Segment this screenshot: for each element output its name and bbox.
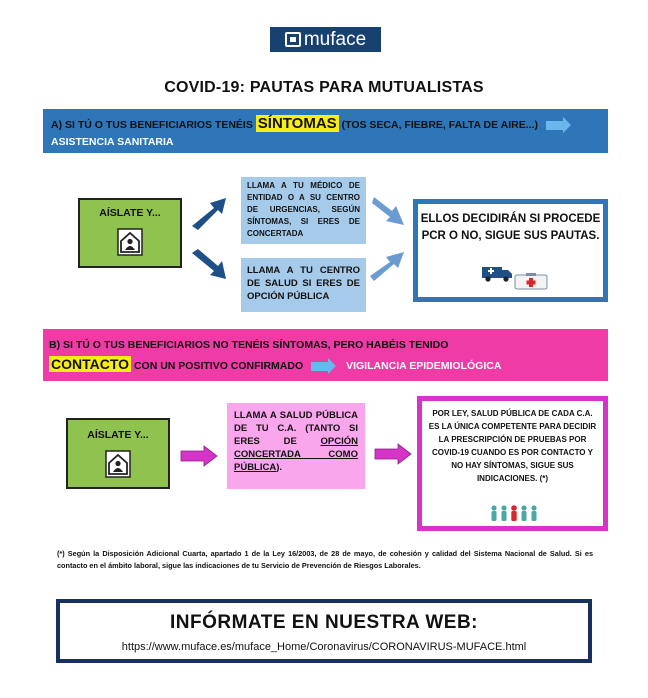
page-title: COVID-19: PAUTAS PARA MUTUALISTAS <box>164 79 484 96</box>
call-public-health-box <box>227 403 365 489</box>
footnote: (*) Según la Disposición Adicional Cuarta, apartado 1 de la Ley 16/2003, de 28 de mayo, de cohesión y calidad del Sistema Nacional de Salud. Si es contacto en el ámbito laboral, sigue las indicaciones de tu Servicio de Prevención de Riesgos Laborales. <box>57 549 593 570</box>
muface-logo-mark-icon <box>285 32 301 47</box>
section-b-result-box <box>417 396 608 531</box>
call-end-text: ). <box>276 462 283 473</box>
people-group-icon <box>490 504 538 522</box>
web-heading: INFÓRMATE EN NUESTRA WEB: <box>169 612 479 633</box>
arrow-icon <box>370 195 408 229</box>
arrow-icon <box>368 248 408 282</box>
section-b-line1: B) SI TÚ O TUS BENEFICIARIOS NO TENÉIS SÍNTOMAS, PERO HABÉIS TENIDO <box>49 339 449 351</box>
section-b-suffix: CON UN POSITIVO CONFIRMADO <box>133 360 304 372</box>
section-b-isolate-box <box>66 418 170 489</box>
house-icon <box>117 228 143 256</box>
section-a-isolate-box <box>78 198 182 268</box>
section-b-target: VIGILANCIA EPIDEMIOLÓGICA <box>346 360 502 372</box>
arrow-icon <box>190 196 230 232</box>
section-a-suffix: (TOS SECA, FIEBRE, FALTA DE AIRE...) <box>341 119 539 131</box>
arrow-icon <box>190 247 230 281</box>
section-a-target: ASISTENCIA SANITARIA <box>51 136 174 148</box>
muface-logo <box>270 27 381 52</box>
isolate-label: AÍSLATE Y... <box>99 207 161 219</box>
option-publica-box: LLAMA A TU CENTRO DE SALUD SI ERES DE OPCIÓN PÚBLICA <box>241 258 366 312</box>
call-main-text: LLAMA A SALUD PÚBLICA DE TU C.A. (TANTO SI ERES DE <box>234 410 358 447</box>
section-a-prefix: A) SI TÚ O TUS BENEFICIARIOS TENÉIS <box>51 119 253 131</box>
section-b-result-text: POR LEY, SALUD PÚBLICA DE CADA C.A. ES LA ÚNICA COMPETENTE PARA DECIDIR LA PRESCRIPCIÓN DE PRUEBAS POR COVID-19 CUANDO ES POR CONTACTO Y NO HAY SÍNTOMAS, SIGUE SUS INDICACIONES. (*) <box>428 409 597 483</box>
option-concertada-box: LLAMA A TU MÉDICO DE ENTIDAD O A SU CENTRO DE URGENCIAS, SEGÚN SÍNTOMAS, SI ERES DE CONCERTADA <box>241 177 366 244</box>
section-a-result-box <box>413 199 608 302</box>
logo-text: muface <box>303 28 367 50</box>
section-b-highlight: CONTACTO <box>51 356 130 372</box>
isolate-label: AÍSLATE Y... <box>87 429 149 441</box>
ambulance-icon <box>480 263 514 283</box>
arrow-icon <box>180 446 218 466</box>
arrow-icon <box>374 444 412 464</box>
section-a-banner <box>43 109 608 153</box>
arrow-icon <box>311 362 329 371</box>
section-a-result-text: ELLOS DECIDIRÁN SI PROCEDE PCR O NO, SIGUE SUS PAUTAS. <box>420 213 601 242</box>
first-aid-kit-icon <box>514 272 548 290</box>
section-b-banner <box>43 329 608 381</box>
arrow-icon <box>546 121 564 130</box>
call-underlined-text: OPCIÓN CONCERTADA COMO PÚBLICA <box>234 436 358 473</box>
house-icon <box>105 450 131 478</box>
web-info-box <box>56 599 592 663</box>
section-a-highlight: SÍNTOMAS <box>257 115 337 132</box>
web-url-link[interactable]: https://www.muface.es/muface_Home/Coronavirus/CORONAVIRUS-MUFACE.html <box>121 641 527 653</box>
